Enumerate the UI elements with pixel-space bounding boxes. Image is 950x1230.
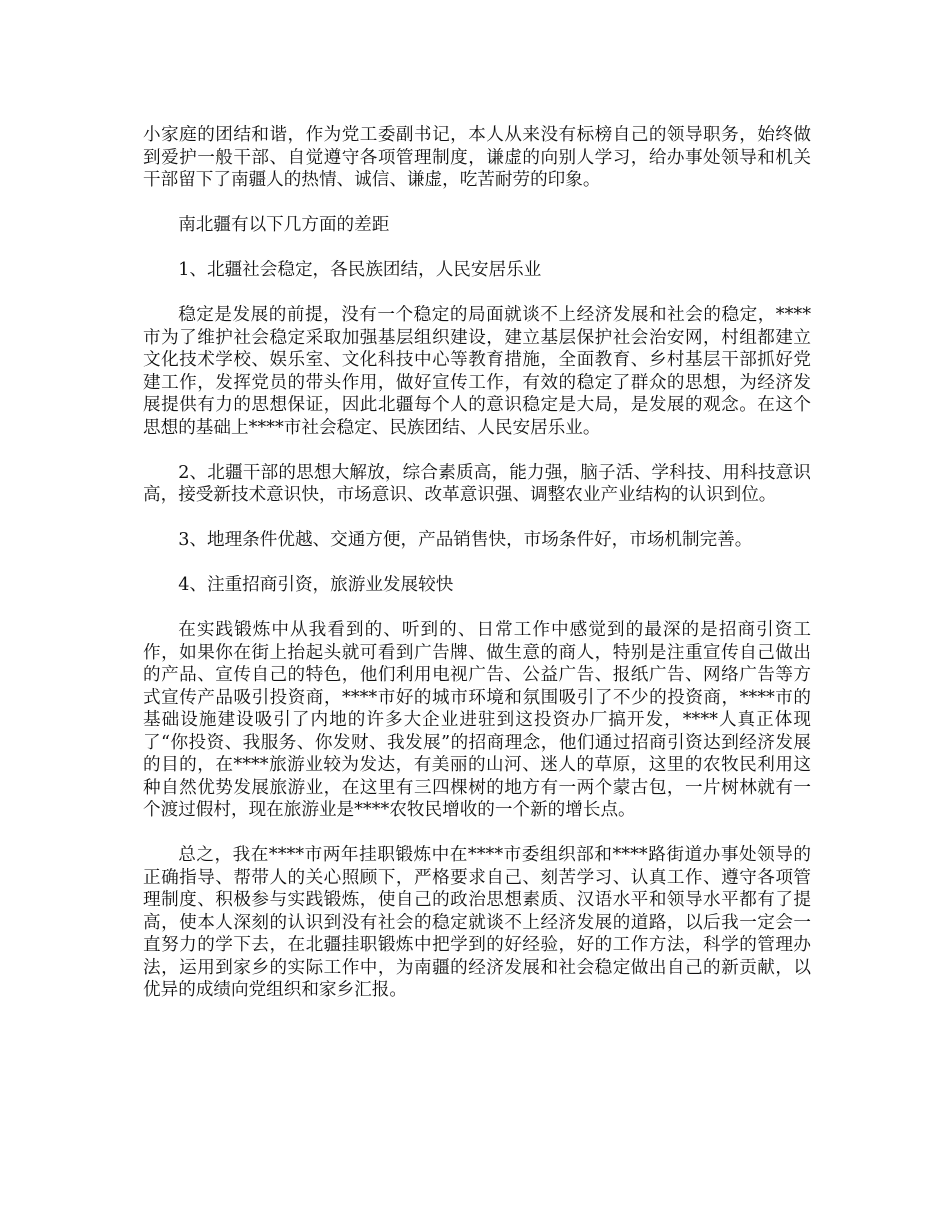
item-heading-4: 4、注重招商引资，旅游业发展较快: [178, 575, 454, 595]
item-2-cadres: 2、北疆干部的思想大解放，综合素质高，能力强，脑子活、学科技、用科技意识高，接受新技术意识快，市场意识、改革意识强、调整农业产业结构的认识到位。: [143, 462, 811, 505]
paragraph-stability: 稳定是发展的前提，没有一个稳定的局面就谈不上经济发展和社会的稳定，****市为了维护社会稳定采取加强基层组织建设，建立基层保护社会治安网，村组都建立文化技术学校、娱乐室、文化科技中心等教育措施，全面教育、乡村基层干部抓好党建工作，发挥党员的带头作用，做好宣传工作，有效的稳定了群众的思想，为经济发展提供有力的思想保证，因此北疆每个人的意识稳定是大局，是发展的观念。在这个思想的基础上****市社会稳定、民族团结、人民安居乐业。: [143, 305, 811, 438]
paragraph-investment: 在实践锻炼中从我看到的、听到的、日常工作中感觉到的最深的是招商引资工作，如果你在街上抬起头就可看到广告牌、做生意的商人，特别是注重宣传自己做出的产品、宣传自己的特色，他们利用电视广告、公益广告、报纸广告、网络广告等方式宣传产品吸引投资商，****市好的城市环境和氛围吸引了不少的投资商，****市的基础设施建设吸引了内地的许多大企业进驻到这投资办厂搞开发，****人真正体现了“你投资、我服务、你发财、我发展”的招商理念，他们通过招商引资达到经济发展的目的，在****旅游业较为发达，有美丽的山河、迷人的草原，这里的农牧民利用这种自然优势发展旅游业，在这里有三四棵树的地方有一两个蒙古包，一片树林就有一个渡过假村，现在旅游业是****农牧民增收的一个新的增长点。: [143, 620, 811, 820]
section-heading-differences: 南北疆有以下几方面的差距: [178, 215, 390, 235]
item-3-geography: 3、地理条件优越、交通方便，产品销售快，市场条件好，市场机制完善。: [178, 530, 753, 550]
paragraph-continuation: 小家庭的团结和谐，作为党工委副书记，本人从来没有标榜自己的领导职务，始终做到爱护一般干部、自觉遵守各项管理制度，谦虚的向别人学习，给办事处领导和机关干部留下了南疆人的热情、诚信、谦虚，吃苦耐劳的印象。: [143, 125, 811, 190]
paragraph-conclusion: 总之，我在****市两年挂职锻炼中在****市委组织部和****路街道办事处领导的正确指导、帮带人的关心照顾下，严格要求自己、刻苦学习、认真工作、遵守各项管理制度、积极参与实践锻炼，使自己的政治思想素质、汉语水平和领导水平都有了提高，使本人深刻的认识到没有社会的稳定就谈不上经济发展的道路，以后我一定会一直努力的学下去，在北疆挂职锻炼中把学到的好经验，好的工作方法，科学的管理办法，运用到家乡的实际工作中，为南疆的经济发展和社会稳定做出自己的新贡献，以优异的成绩向党组织和家乡汇报。: [143, 845, 811, 1000]
document-body: [143, 124, 811, 1024]
item-heading-1: 1、北疆社会稳定，各民族团结，人民安居乐业: [178, 260, 542, 280]
